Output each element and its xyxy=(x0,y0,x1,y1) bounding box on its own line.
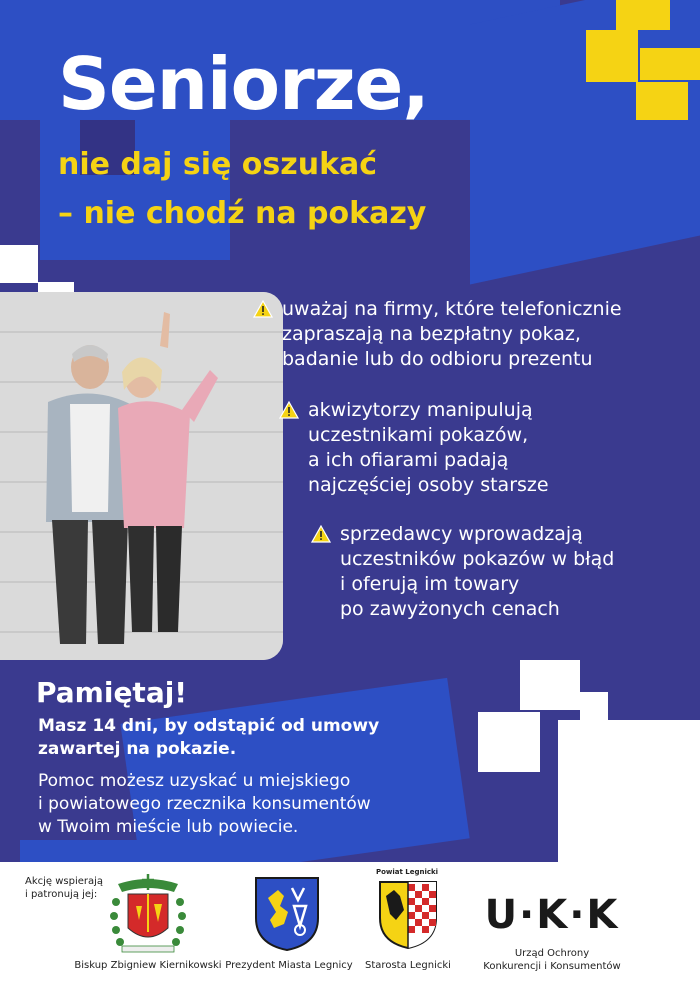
partner-caption-city xyxy=(218,959,360,972)
warning-item-2 xyxy=(308,398,549,498)
uokik-logo-icon: U·K·K xyxy=(484,892,620,938)
warning-2-line: a ich ofiarami padają xyxy=(308,449,509,471)
seniors-photo xyxy=(0,292,283,660)
decor-white-square xyxy=(558,720,700,862)
reminder-bold-line-1: Masz 14 dni, by odstąpić od umowy xyxy=(38,716,380,736)
partner-caption-county xyxy=(350,959,466,972)
warning-triangle-icon xyxy=(253,300,273,318)
headline-line-1: nie daj się oszukać xyxy=(58,147,378,182)
help-line: Pomoc możesz uzyskać u miejskiego xyxy=(38,771,351,791)
decor-yellow-square xyxy=(640,48,700,80)
headline-title: Seniorze, xyxy=(58,42,429,126)
partner-caption-line: Starosta Legnicki xyxy=(365,960,451,971)
bishop-coat-of-arms-icon xyxy=(108,872,188,954)
warning-3-line: uczestników pokazów w błąd xyxy=(340,548,615,570)
warning-3-line: i oferują im towary xyxy=(340,573,520,595)
partner-caption-uokik xyxy=(470,947,634,973)
warning-3-line: sprzedawcy wprowadzają xyxy=(340,523,583,545)
warning-2-line: najczęściej osoby starsze xyxy=(308,474,549,496)
decor-white-square xyxy=(520,660,580,710)
help-line: i powiatowego rzecznika konsumentów xyxy=(38,794,371,814)
partner-caption-line: Prezydent Miasta Legnicy xyxy=(225,960,353,971)
remember-heading: Pamiętaj! xyxy=(36,676,188,709)
powiat-label: Powiat Legnicki xyxy=(375,868,439,876)
decor-blue-shape xyxy=(20,840,200,862)
decor-yellow-square xyxy=(586,30,638,82)
warning-2-line: uczestnikami pokazów, xyxy=(308,424,529,446)
warning-item-3 xyxy=(340,522,614,622)
decor-white-square xyxy=(478,712,540,772)
support-text xyxy=(25,875,103,901)
legnica-city-coat-of-arms-icon xyxy=(254,876,320,952)
warning-2-line: akwizytorzy manipulują xyxy=(308,399,533,421)
decor-white-square xyxy=(580,692,608,722)
decor-blue-shape xyxy=(470,0,700,284)
reminder-help-text xyxy=(38,770,371,839)
decor-white-square xyxy=(0,245,38,283)
decor-yellow-square xyxy=(616,0,670,30)
reminder-bold-line-2: zawartej na pokazie. xyxy=(38,739,237,759)
warning-1-line: badanie lub do odbioru prezentu xyxy=(282,348,593,370)
warning-triangle-icon xyxy=(279,401,299,419)
warning-1-line: zapraszają na bezpłatny pokaz, xyxy=(282,323,581,345)
footer xyxy=(0,862,700,987)
partner-caption-line: Urząd Ochrony xyxy=(514,948,590,959)
warning-1-line: uważaj na firmy, które telefonicznie xyxy=(282,298,622,320)
warning-item-1 xyxy=(282,297,622,372)
warning-triangle-icon xyxy=(311,525,331,543)
partner-caption-bishop xyxy=(70,959,226,972)
support-line: Akcję wspierają xyxy=(25,876,104,887)
partner-caption-line: Konkurencji i Konsumentów xyxy=(483,961,621,972)
decor-blue-shape xyxy=(40,120,230,260)
support-line: i patronują jej: xyxy=(25,889,98,900)
partner-caption-line: Biskup Zbigniew Kiernikowski xyxy=(74,960,222,971)
headline-line-2: – nie chodź na pokazy xyxy=(58,196,427,231)
warning-3-line: po zawyżonych cenach xyxy=(340,598,560,620)
legnica-county-coat-of-arms-icon xyxy=(378,880,438,950)
decor-yellow-square xyxy=(636,82,688,120)
help-line: w Twoim mieście lub powiecie. xyxy=(38,817,299,837)
